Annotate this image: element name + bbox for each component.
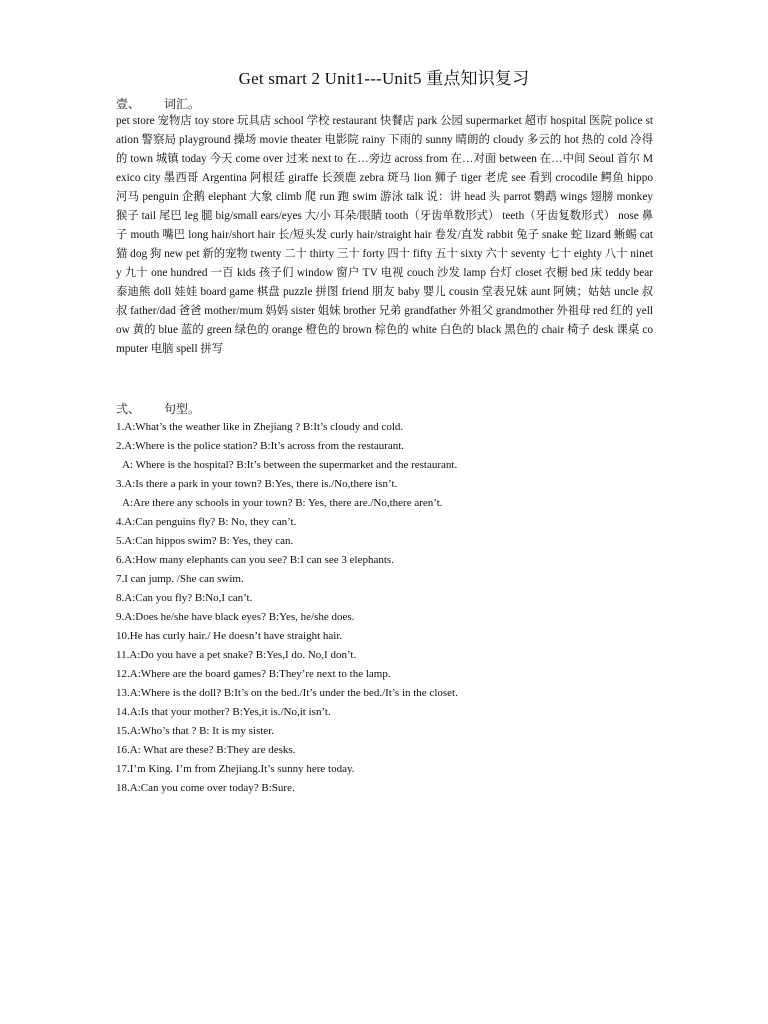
sentence-line: 10.He has curly hair./ He doesn’t have straight hair. bbox=[116, 630, 343, 642]
sentence-line: A:Are there any schools in your town? B: Yes, there are./No,there aren’t. bbox=[122, 497, 443, 509]
sentence-line: 3.A:Is there a park in your town? B:Yes, there is./No,there isn’t. bbox=[116, 478, 398, 490]
sentence-line: 17.I’m King. I’m from Zhejiang.It’s sunny here today. bbox=[116, 763, 355, 775]
sentence-line: 11.A:Do you have a pet snake? B:Yes,I do. No,I don’t. bbox=[116, 649, 357, 661]
sentence-line: 16.A: What are these? B:They are desks. bbox=[116, 744, 296, 756]
vocabulary-paragraph: pet store 宠物店 toy store 玩具店 school 学校 restaurant 快餐店 park 公园 supermarket 超市 hospital 医院 police station 警察局 playground 操场 movie theater 电影院 rainy 下雨的 sunny 晴朗的 cloudy 多云的 hot 热的 cold 冷得的 town 城镇 today 今天 come over 过来 next to 在…旁边 across from 在…对面 between 在…中间 Seoul 首尔 Mexico city 墨西哥 Argentina 阿根廷 giraffe 长颈鹿 zebra 斑马 lion 狮子 tiger 老虎 see 看到 crocodile 鳄鱼 hippo 河马 penguin 企鹅 elephant 大象 climb 爬 run 跑 swim 游泳 talk 说：讲 head 头 parrot 鹦鹉 wings 翅膀 monkey 猴子 tail 尾巴 leg 腿 big/small ears/eyes 大/小 耳朵/眼睛 tooth（牙齿单数形式） teeth（牙齿复数形式） nose 鼻子 mouth 嘴巴 long hair/short hair 长/短头发 curly hair/straight hair 卷发/直发 rabbit 兔子 snake 蛇 lizard 蜥蜴 cat 猫 dog 狗 new pet 新的宠物 twenty 二十 thirty 三十 forty 四十 fifty 五十 sixty 六十 seventy 七十 eighty 八十 ninety 九十 one hundred 一百 kids 孩子们 window 窗户 TV 电视 couch 沙发 lamp 台灯 closet 衣橱 bed 床 teddy bear 泰迪熊 doll 娃娃 board game 棋盘 puzzle 拼图 friend 朋友 baby 婴儿 cousin 堂表兄妹 aunt 阿姨；姑姑 uncle 叔叔 father/dad 爸爸 mother/mum 妈妈 sister 姐妹 brother 兄弟 grandfather 外祖父 grandmother 外祖母 red 红的 yellow 黄的 blue 蓝的 green 绿色的 orange 橙色的 brown 棕色的 white 白色的 black 黑色的 chair 椅子 desk 课桌 computer 电脑 spell 拼写 bbox=[116, 115, 653, 355]
sentence-list bbox=[116, 418, 676, 798]
sentence-line: 14.A:Is that your mother? B:Yes,it is./No,it isn’t. bbox=[116, 706, 331, 718]
sentence-line: 12.A:Where are the board games? B:They’re next to the lamp. bbox=[116, 668, 391, 680]
sentence-line: 13.A:Where is the doll? B:It’s on the bed./It’s under the bed./It’s in the closet. bbox=[116, 687, 458, 699]
sentence-line: 18.A:Can you come over today? B:Sure. bbox=[116, 782, 295, 794]
sentence-line: 1.A:What’s the weather like in Zhejiang ? B:It’s cloudy and cold. bbox=[116, 421, 404, 433]
document-title: Get smart 2 Unit1---Unit5 重点知识复习 bbox=[238, 69, 530, 88]
sentence-line: 6.A:How many elephants can you see? B:I can see 3 elephants. bbox=[116, 554, 394, 566]
section-heading-vocabulary: 壹、 词汇。 bbox=[116, 97, 201, 111]
sentence-line: 9.A:Does he/she have black eyes? B:Yes, he/she does. bbox=[116, 611, 355, 623]
sentence-line: 4.A:Can penguins fly? B: No, they can’t. bbox=[116, 516, 297, 528]
sentence-line: 7.I can jump. /She can swim. bbox=[116, 573, 244, 585]
sentence-line: 2.A:Where is the police station? B:It’s across from the restaurant. bbox=[116, 440, 405, 452]
sentence-line: 8.A:Can you fly? B:No,I can’t. bbox=[116, 592, 253, 604]
sentence-line: A: Where is the hospital? B:It’s between the supermarket and the restaurant. bbox=[122, 459, 458, 471]
sentence-line: 5.A:Can hippos swim? B: Yes, they can. bbox=[116, 535, 294, 547]
sentence-line: 15.A:Who’s that ? B: It is my sister. bbox=[116, 725, 274, 737]
section-heading-sentence-patterns: 弍、 句型。 bbox=[116, 402, 201, 416]
